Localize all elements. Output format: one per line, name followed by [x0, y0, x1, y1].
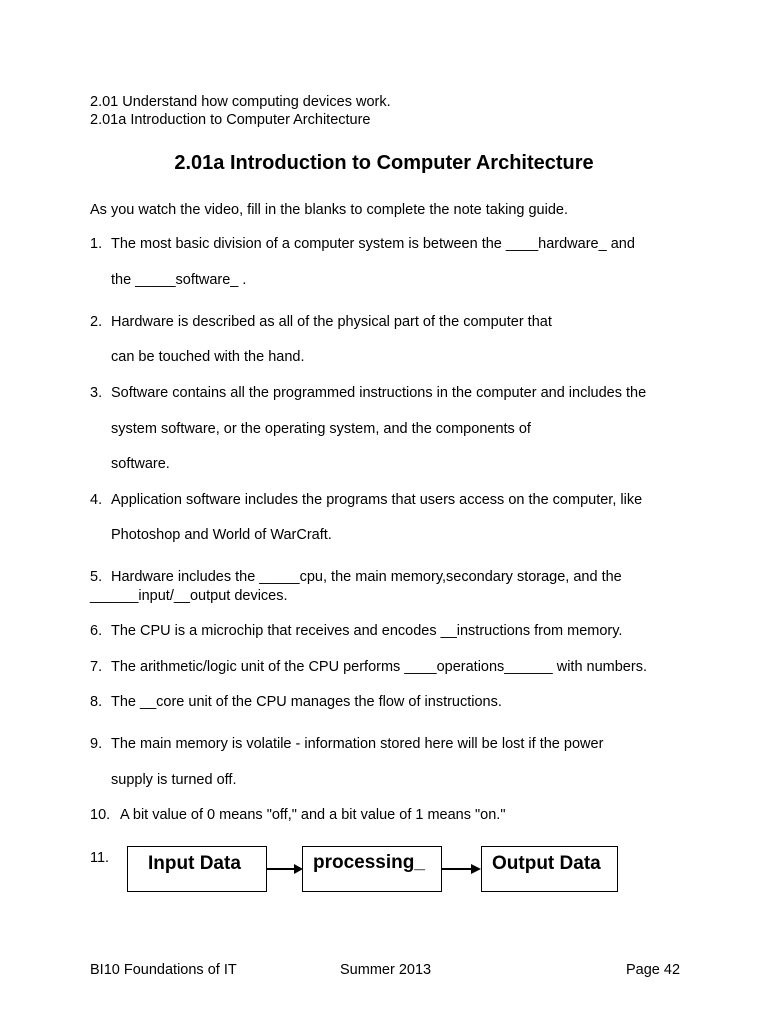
- input-data-label: Input Data: [148, 853, 241, 874]
- arrow-right-icon: [266, 862, 304, 876]
- item-number: 8.: [90, 694, 103, 710]
- intro-text: As you watch the video, fill in the blanks to complete the note taking guide.: [90, 202, 568, 218]
- header-standard: 2.01 Understand how computing devices work.: [90, 94, 391, 110]
- item-number: 11.: [90, 850, 110, 866]
- arrow-right-icon: [441, 862, 483, 876]
- item-text: Software contains all the programmed instructions in the computer and includes the: [111, 385, 647, 401]
- item-text: Photoshop and World of WarCraft.: [111, 527, 332, 543]
- processing-label: processing_: [313, 852, 425, 873]
- input-data-box: [127, 846, 267, 892]
- item-text: The __core unit of the CPU manages the flow of instructions.: [111, 694, 502, 710]
- footer-term: Summer 2013: [340, 962, 432, 978]
- item-number: 1.: [90, 236, 103, 252]
- item-text: supply is turned off.: [111, 772, 237, 788]
- item-number: 4.: [90, 492, 103, 508]
- item-number: 6.: [90, 623, 103, 639]
- item-text: can be touched with the hand.: [111, 349, 305, 365]
- output-data-box: [481, 846, 618, 892]
- item-text: software.: [111, 456, 170, 472]
- item-number: 10.: [90, 807, 111, 823]
- processing-box: [302, 846, 442, 892]
- item-number: 3.: [90, 385, 103, 401]
- item-text: Hardware is described as all of the physical part of the computer that: [111, 314, 552, 330]
- item-text: A bit value of 0 means "off," and a bit value of 1 means "on.": [120, 807, 506, 823]
- page-title: 2.01a Introduction to Computer Architecture: [174, 152, 594, 174]
- item-text: Application software includes the programs that users access on the computer, like: [111, 492, 643, 508]
- item-text: The most basic division of a computer system is between the ____hardware_ and: [111, 236, 635, 252]
- item-number: 9.: [90, 736, 103, 752]
- item-text: ______input/__output devices.: [90, 588, 288, 604]
- item-text: system software, or the operating system, and the components of: [111, 421, 531, 437]
- item-text: The CPU is a microchip that receives and encodes __instructions from memory.: [111, 623, 623, 639]
- item-number: 5.: [90, 569, 103, 585]
- item-number: 7.: [90, 659, 103, 675]
- output-data-label: Output Data: [492, 853, 601, 874]
- item-text: The main memory is volatile - information stored here will be lost if the power: [111, 736, 604, 752]
- item-text: The arithmetic/logic unit of the CPU performs ____operations______ with numbers.: [111, 659, 647, 675]
- item-text: Hardware includes the _____cpu, the main memory,secondary storage, and the: [111, 569, 622, 585]
- item-text: the _____software_ .: [111, 272, 247, 288]
- header-subtopic: 2.01a Introduction to Computer Architecture: [90, 112, 371, 128]
- item-number: 2.: [90, 314, 103, 330]
- footer-page-number: Page 42: [626, 962, 681, 978]
- footer-course: BI10 Foundations of IT: [90, 962, 237, 978]
